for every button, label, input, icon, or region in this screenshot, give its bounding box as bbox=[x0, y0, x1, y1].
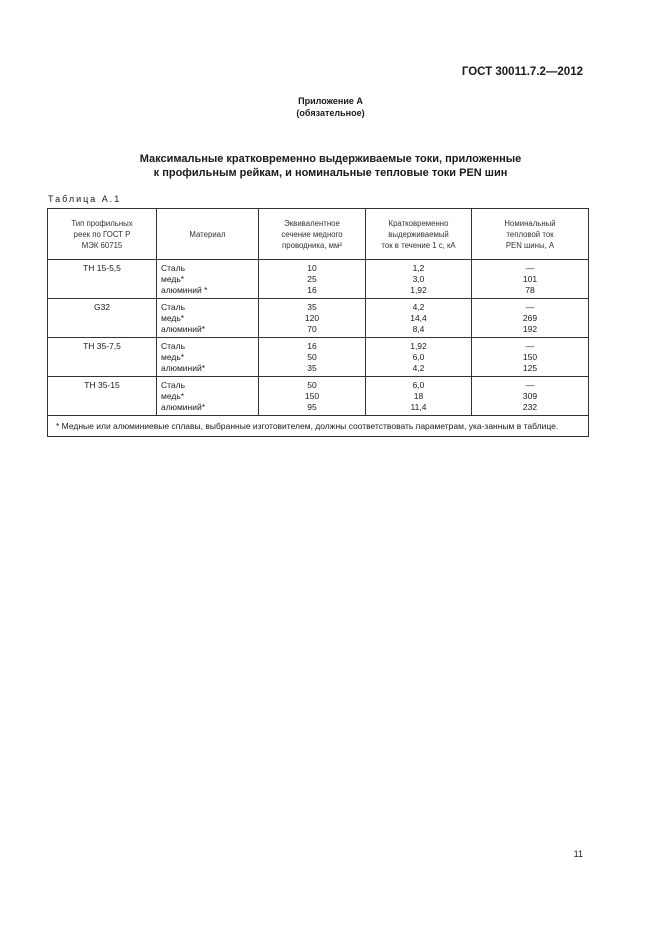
standard-code: ГОСТ 30011.7.2—2012 bbox=[461, 66, 583, 78]
table-caption: Таблица А.1 bbox=[48, 194, 122, 204]
cell-line: — bbox=[525, 341, 535, 351]
cell-line: 269 bbox=[522, 313, 538, 323]
cell-currents bbox=[366, 338, 472, 377]
cell-line: 6,0 bbox=[412, 380, 425, 390]
cell-line: медь* bbox=[161, 274, 185, 284]
table-group bbox=[48, 338, 589, 377]
table-group bbox=[48, 299, 589, 338]
cell-type bbox=[48, 260, 157, 299]
cell-materials bbox=[157, 377, 259, 416]
cell-line: проводника, мм² bbox=[282, 240, 342, 250]
cell-currents bbox=[366, 377, 472, 416]
cell-line: 6,0 bbox=[412, 352, 425, 362]
cell-line: тепловой ток bbox=[506, 229, 554, 239]
cell-line: 1,92 bbox=[410, 341, 427, 351]
cell-sections bbox=[259, 299, 366, 338]
cell-line: 50 bbox=[307, 352, 317, 362]
cell-line: Сталь bbox=[161, 341, 186, 351]
table-row bbox=[48, 260, 589, 299]
cell-line: медь* bbox=[161, 352, 185, 362]
cell-line: МЭК 60715 bbox=[81, 240, 123, 250]
cell-line: 35 bbox=[307, 363, 317, 373]
cell-line: сечение медного bbox=[281, 229, 343, 239]
cell-line: 1,2 bbox=[412, 263, 425, 273]
cell-line: Тип профильных bbox=[71, 218, 133, 228]
page-number: 11 bbox=[573, 849, 583, 859]
cell-line: 70 bbox=[307, 324, 317, 334]
cell-line: 3,0 bbox=[412, 274, 425, 284]
cell-line: 192 bbox=[522, 324, 538, 334]
cell-line: ТН 15-5,5 bbox=[83, 263, 121, 273]
cell-line: алюминий* bbox=[161, 402, 206, 412]
cell-sections bbox=[259, 377, 366, 416]
cell-line: Сталь bbox=[161, 380, 186, 390]
cell-line: — bbox=[525, 263, 535, 273]
cell-line: алюминий * bbox=[161, 285, 208, 295]
cell-line: реек по ГОСТ Р bbox=[73, 229, 131, 239]
cell-line: 11,4 bbox=[410, 402, 427, 412]
table-row bbox=[48, 338, 589, 377]
cell-thermal bbox=[472, 260, 589, 299]
cell-type bbox=[48, 299, 157, 338]
table-group bbox=[48, 260, 589, 299]
main-title-line-1: Максимальные кратковременно выдерживаемые токи, приложенные bbox=[139, 153, 522, 165]
cell-currents bbox=[366, 299, 472, 338]
main-title bbox=[0, 153, 661, 180]
cell-line: 18 bbox=[413, 391, 424, 401]
cell-sections bbox=[259, 260, 366, 299]
cell-thermal bbox=[472, 377, 589, 416]
annex-heading bbox=[0, 95, 661, 119]
table-footnote: * Медные или алюминиевые сплавы, выбранные изготовителем, должны соответствовать параметрам, ука-занным в таблице. bbox=[48, 416, 589, 437]
cell-line: ток в течение 1 с, кА bbox=[381, 240, 456, 250]
table-header-row bbox=[48, 209, 589, 260]
cell-line: Материал bbox=[189, 229, 226, 239]
cell-line: 10 bbox=[307, 263, 317, 273]
cell-line: PEN шины, А bbox=[505, 240, 555, 250]
cell-line: — bbox=[525, 380, 535, 390]
header-section bbox=[259, 209, 366, 260]
cell-line: 232 bbox=[522, 402, 538, 412]
cell-line: алюминий* bbox=[161, 324, 206, 334]
cell-line: 14,4 bbox=[410, 313, 427, 323]
cell-type bbox=[48, 338, 157, 377]
table-row bbox=[48, 377, 589, 416]
annex-status: (обязательное) bbox=[296, 108, 365, 118]
cell-line: 35 bbox=[307, 302, 317, 312]
table-group bbox=[48, 377, 589, 416]
cell-thermal bbox=[472, 299, 589, 338]
cell-line: медь* bbox=[161, 313, 185, 323]
cell-line: медь* bbox=[161, 391, 185, 401]
cell-line: 16 bbox=[307, 285, 317, 295]
cell-line: Номинальный bbox=[504, 218, 556, 228]
cell-line: ТН 35-15 bbox=[84, 380, 120, 390]
cell-line: G32 bbox=[93, 302, 111, 312]
header-short-current bbox=[366, 209, 472, 260]
cell-line: 50 bbox=[307, 380, 317, 390]
cell-currents bbox=[366, 260, 472, 299]
cell-line: 4,2 bbox=[412, 363, 425, 373]
cell-materials bbox=[157, 260, 259, 299]
cell-line: 1,92 bbox=[410, 285, 427, 295]
cell-thermal bbox=[472, 338, 589, 377]
cell-line: алюминий* bbox=[161, 363, 206, 373]
cell-line: Сталь bbox=[161, 263, 186, 273]
annex-title: Приложение А bbox=[298, 96, 363, 106]
table-footnote-row bbox=[48, 416, 589, 437]
cell-line: Эквивалентное bbox=[284, 218, 340, 228]
cell-line: ТН 35-7,5 bbox=[83, 341, 121, 351]
cell-line: Кратковременно bbox=[388, 218, 449, 228]
cell-line: 95 bbox=[307, 402, 317, 412]
data-table bbox=[47, 208, 589, 437]
header-material bbox=[157, 209, 259, 260]
cell-line: 150 bbox=[304, 391, 320, 401]
cell-materials bbox=[157, 299, 259, 338]
cell-line: 16 bbox=[307, 341, 317, 351]
cell-line: 125 bbox=[522, 363, 538, 373]
header-thermal-current bbox=[472, 209, 589, 260]
cell-line: — bbox=[525, 302, 535, 312]
cell-type bbox=[48, 377, 157, 416]
table-row bbox=[48, 299, 589, 338]
cell-line: 78 bbox=[525, 285, 535, 295]
cell-line: 25 bbox=[307, 274, 317, 284]
cell-line: выдерживаемый bbox=[388, 229, 449, 239]
cell-line: 4,2 bbox=[412, 302, 425, 312]
header-type bbox=[48, 209, 157, 260]
cell-line: 120 bbox=[304, 313, 320, 323]
cell-line: Сталь bbox=[161, 302, 186, 312]
cell-line: 150 bbox=[522, 352, 538, 362]
cell-materials bbox=[157, 338, 259, 377]
cell-line: 309 bbox=[522, 391, 538, 401]
main-title-line-2: к профильным рейкам, и номинальные тепловые токи PEN шин bbox=[153, 166, 508, 179]
cell-line: 101 bbox=[522, 274, 538, 284]
cell-sections bbox=[259, 338, 366, 377]
cell-line: 8,4 bbox=[412, 324, 425, 334]
